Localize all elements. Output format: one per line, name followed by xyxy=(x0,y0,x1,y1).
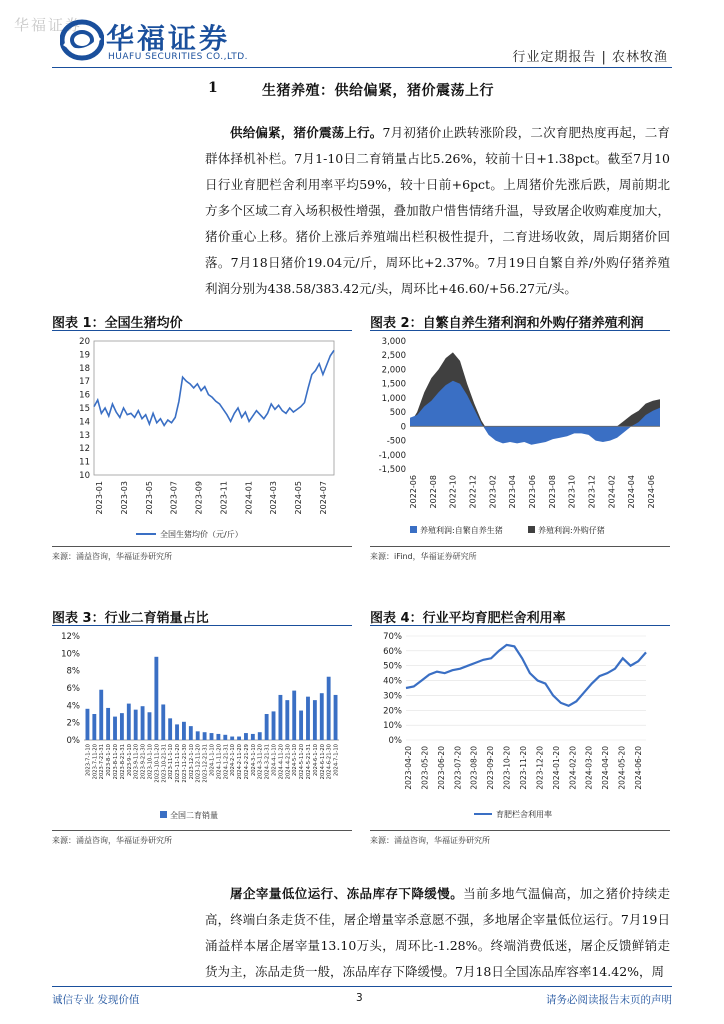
x-tick-label: 2024-04-20 xyxy=(601,746,611,790)
y-tick-label: 13 xyxy=(79,430,90,441)
x-tick-label: 2024-02 xyxy=(607,475,617,509)
y-tick-label: -500 xyxy=(386,436,406,447)
figure-1-source: 来源：涌益咨询，华福证券研究所 xyxy=(52,552,172,561)
figure-4-chart xyxy=(370,629,670,827)
y-tick-label: 4% xyxy=(66,701,80,712)
figure-1-source-rule xyxy=(52,546,352,547)
x-tick-label: 2024-05-20 xyxy=(617,746,627,790)
y-tick-label: 500 xyxy=(389,408,406,419)
series-line-utilization xyxy=(406,645,646,706)
y-tick-label: 50% xyxy=(383,661,402,672)
y-tick-label: 0% xyxy=(66,736,80,746)
bar xyxy=(148,712,152,740)
x-tick-label: 2023-09-20 xyxy=(486,746,496,790)
y-tick-label: -1,500 xyxy=(378,465,406,475)
bar xyxy=(99,690,103,740)
series-area-self-bred xyxy=(410,381,660,445)
bar xyxy=(113,717,117,740)
x-tick-label: 2023-06 xyxy=(528,475,537,509)
bar xyxy=(313,700,317,740)
x-tick-label: 2023-10-21-31 xyxy=(161,744,168,783)
x-tick-label: 2024-3-1-10 xyxy=(250,744,257,777)
x-tick-label: 2024-07 xyxy=(319,481,328,515)
x-tick-label: 2023-04-20 xyxy=(404,746,413,790)
figure-4-source-rule xyxy=(370,830,670,831)
figure-1-rule xyxy=(52,330,352,331)
bar xyxy=(210,733,214,740)
bar xyxy=(223,735,227,740)
x-tick-label: 2023-08 xyxy=(547,475,557,509)
figure-3-source: 来源：涌益咨询，华福证券研究所 xyxy=(52,836,172,845)
x-tick-label: 2023-11-20 xyxy=(519,746,528,790)
figure-1-chart xyxy=(52,334,352,544)
y-tick-label: 17 xyxy=(79,377,90,388)
x-tick-label: 2023-11 xyxy=(219,481,229,515)
y-tick-label: 15 xyxy=(79,404,90,414)
x-tick-label: 2023-10-11-20 xyxy=(154,744,161,783)
y-tick-label: 16 xyxy=(79,390,90,401)
x-tick-label: 2024-6-21-30 xyxy=(326,744,333,780)
bar xyxy=(334,695,338,740)
x-tick-label: 2024-5-21-31 xyxy=(305,744,312,780)
x-tick-label: 2024-04 xyxy=(627,475,637,509)
x-tick-label: 2024-06-20 xyxy=(634,746,643,790)
y-tick-label: 10 xyxy=(79,471,90,481)
x-tick-label: 2024-2-21-29 xyxy=(243,744,250,780)
x-tick-label: 2023-01 xyxy=(95,481,104,515)
paragraph-1 xyxy=(205,120,670,302)
y-tick-label: 20% xyxy=(383,706,402,717)
x-tick-label: 2024-03-20 xyxy=(584,746,594,790)
x-tick-label: 2022-12 xyxy=(468,475,478,509)
x-tick-label: 2023-9-11-20 xyxy=(133,744,140,780)
x-tick-label: 2024-3-11-20 xyxy=(257,744,264,780)
x-tick-label: 2024-2-11-20 xyxy=(237,744,244,780)
legend-label: 养殖利润:外购仔猪 xyxy=(538,526,605,535)
legend-swatch xyxy=(160,811,167,818)
x-tick-label: 2024-5-11-20 xyxy=(299,744,306,780)
y-tick-label: -1,000 xyxy=(378,450,406,461)
x-tick-label: 2023-7-21-31 xyxy=(99,744,106,780)
x-tick-label: 2023-09 xyxy=(194,481,204,515)
x-tick-label: 2024-3-21-31 xyxy=(264,744,271,780)
x-tick-label: 2024-4-21-30 xyxy=(285,744,292,780)
y-tick-label: 3,000 xyxy=(381,337,406,347)
section-number: 1 xyxy=(208,80,218,96)
x-tick-label: 2023-05-20 xyxy=(420,746,430,790)
x-tick-label: 2022-06 xyxy=(409,475,418,509)
watermark: 华福证券 xyxy=(14,16,83,34)
bar xyxy=(272,711,276,740)
bar xyxy=(299,711,303,740)
x-tick-label: 2023-05 xyxy=(144,481,154,515)
x-tick-label: 2023-8-1-10 xyxy=(106,744,113,777)
x-tick-label: 2023-11-1-10 xyxy=(168,744,175,780)
x-tick-label: 2024-02-20 xyxy=(568,746,578,790)
paragraph-2 xyxy=(205,881,670,985)
figure-2-chart xyxy=(370,334,670,544)
y-tick-label: 40% xyxy=(383,676,402,687)
figure-4-rule xyxy=(370,625,670,626)
x-tick-label: 2023-8-11-20 xyxy=(113,744,120,780)
paragraph-2-lead: 屠企宰量低位运行、冻品库存下降缓慢。 xyxy=(230,886,464,901)
figure-2-title: 图表 2：自繁自养生猪利润和外购仔猪养殖利润 xyxy=(370,316,644,331)
y-tick-label: 0 xyxy=(400,422,406,433)
bar xyxy=(141,706,145,740)
bar xyxy=(203,732,207,740)
figure-3-chart xyxy=(52,629,352,827)
bar xyxy=(154,657,158,740)
bar xyxy=(168,718,172,740)
bar xyxy=(278,695,282,740)
x-tick-label: 2023-12-20 xyxy=(535,746,545,790)
section-title: 生猪养殖：供给偏紧，猪价震荡上行 xyxy=(262,83,494,99)
bar xyxy=(265,714,269,740)
legend-swatch xyxy=(410,526,417,533)
x-tick-label: 2023-08-20 xyxy=(469,746,479,790)
bar xyxy=(106,708,110,740)
y-tick-label: 2,000 xyxy=(381,365,406,376)
bar xyxy=(244,733,248,740)
x-tick-label: 2023-12-1-10 xyxy=(188,744,195,780)
bar xyxy=(292,691,296,740)
logo-text-en: HUAFU SECURITIES CO.,LTD. xyxy=(108,52,249,62)
legend-label: 养殖利润:自繁自养生猪 xyxy=(420,526,503,535)
bar xyxy=(182,722,186,740)
x-tick-label: 2024-1-11-20 xyxy=(216,744,223,780)
x-tick-label: 2022-08 xyxy=(428,475,438,509)
x-tick-label: 2023-9-1-10 xyxy=(126,744,133,777)
y-tick-label: 18 xyxy=(79,363,90,374)
footer-disclaimer: 请务必阅读报告末页的声明 xyxy=(546,994,672,1006)
x-tick-label: 2023-12-11-20 xyxy=(195,744,202,783)
bar xyxy=(216,734,220,740)
x-tick-label: 2023-02 xyxy=(488,475,498,509)
y-tick-label: 1,000 xyxy=(381,393,406,404)
bar xyxy=(86,709,90,740)
bar xyxy=(237,737,241,740)
x-tick-label: 2024-01-20 xyxy=(551,746,561,790)
footer-slogan: 诚信专业 发现价值 xyxy=(52,994,140,1006)
bar xyxy=(230,737,234,740)
figure-1-title: 图表 1：全国生猪均价 xyxy=(52,316,183,331)
bar xyxy=(134,710,138,740)
figure-2-rule xyxy=(370,330,670,331)
figure-3-rule xyxy=(52,625,352,626)
legend-label: 全国二育销量 xyxy=(170,811,218,820)
x-tick-label: 2023-06-20 xyxy=(436,746,446,790)
figure-3-title: 图表 3：行业二育销量占比 xyxy=(52,611,209,626)
x-tick-label: 2023-10 xyxy=(567,475,577,509)
x-tick-label: 2024-4-1-10 xyxy=(271,744,278,777)
x-tick-label: 2024-06 xyxy=(647,475,656,509)
y-tick-label: 2% xyxy=(66,718,80,729)
footer-divider xyxy=(52,986,672,987)
x-tick-label: 2023-9-21-30 xyxy=(140,744,147,780)
x-tick-label: 2024-6-1-10 xyxy=(312,744,319,777)
bar xyxy=(189,726,193,740)
paragraph-2-body: 当前多地气温偏高，加之猪价持续走高，终端白条走货不佳，屠企增量宰杀意愿不强，多地屠企宰量低位运行。7月19日涌益样本屠企屠宰量13.10万头，周环比-1.28%。终端消费低迷，屠企反馈鲜销走货为主，冻品走货一般，冻品库存下降缓慢。7月18日全国冻品库容率14.42%，周 xyxy=(205,886,670,979)
figure-3-source-rule xyxy=(52,830,352,831)
x-tick-label: 2023-10-1-10 xyxy=(147,744,154,780)
x-tick-label: 2024-2-1-10 xyxy=(230,744,237,777)
y-tick-label: 8% xyxy=(66,666,80,677)
x-tick-label: 2023-07 xyxy=(169,481,179,515)
x-tick-label: 2022-10 xyxy=(448,475,458,509)
figure-2-source: 来源：iFind，华福证券研究所 xyxy=(370,552,477,561)
page-number: 3 xyxy=(356,992,363,1004)
bar xyxy=(258,732,262,740)
y-tick-label: 20 xyxy=(79,337,90,347)
header-divider xyxy=(52,67,672,68)
y-tick-label: 10% xyxy=(383,721,402,732)
x-tick-label: 2023-03 xyxy=(119,481,129,515)
x-tick-label: 2024-01 xyxy=(244,481,254,515)
x-tick-label: 2023-7-1-10 xyxy=(85,744,92,777)
bar xyxy=(161,704,165,740)
y-tick-label: 0% xyxy=(388,736,402,746)
x-tick-label: 2023-12-21-31 xyxy=(202,744,209,783)
x-tick-label: 2024-7-1-10 xyxy=(333,744,340,777)
x-tick-label: 2024-05 xyxy=(294,481,304,515)
y-tick-label: 14 xyxy=(79,417,90,428)
x-tick-label: 2024-1-1-10 xyxy=(209,744,216,777)
bar xyxy=(120,713,124,740)
x-tick-label: 2023-10-20 xyxy=(502,746,512,790)
bar xyxy=(196,731,200,740)
legend-label: 全国生猪均价（元/斤） xyxy=(160,530,243,539)
paragraph-1-lead: 供给偏紧，猪价震荡上行。 xyxy=(230,125,383,140)
figure-2-source-rule xyxy=(370,546,670,547)
y-tick-label: 2,500 xyxy=(381,351,406,362)
y-tick-label: 19 xyxy=(79,350,90,361)
y-tick-label: 10% xyxy=(61,649,80,660)
y-tick-label: 11 xyxy=(79,457,90,468)
bar xyxy=(285,700,289,740)
y-tick-label: 60% xyxy=(383,646,402,657)
bar xyxy=(320,693,324,740)
legend-swatch xyxy=(528,526,535,533)
bar xyxy=(127,704,131,740)
legend-label: 育肥栏舍利用率 xyxy=(496,810,552,819)
x-tick-label: 2023-07-20 xyxy=(453,746,463,790)
y-tick-label: 12% xyxy=(61,632,80,642)
figure-4-source: 来源：涌益咨询，华福证券研究所 xyxy=(370,836,490,845)
x-tick-label: 2023-8-21-31 xyxy=(119,744,126,780)
x-tick-label: 2024-6-11-20 xyxy=(319,744,326,780)
x-tick-label: 2023-11-11-20 xyxy=(175,744,182,783)
figure-4-title: 图表 4：行业平均育肥栏舍利用率 xyxy=(370,611,566,626)
series-line-price xyxy=(94,350,334,425)
report-type-label: 行业定期报告 | 农林牧渔 xyxy=(512,50,668,65)
x-tick-label: 2023-11-21-30 xyxy=(181,744,188,783)
y-tick-label: 30% xyxy=(383,691,402,702)
y-tick-label: 12 xyxy=(79,444,90,455)
y-tick-label: 1,500 xyxy=(381,379,406,390)
x-tick-label: 2023-12 xyxy=(587,475,597,509)
y-tick-label: 70% xyxy=(383,632,402,642)
bar xyxy=(306,697,310,740)
x-tick-label: 2023-7-11-20 xyxy=(92,744,99,780)
x-tick-label: 2024-5-1-10 xyxy=(292,744,299,777)
x-tick-label: 2023-04 xyxy=(508,475,518,509)
bar xyxy=(175,724,179,740)
bar xyxy=(251,734,255,740)
y-tick-label: 6% xyxy=(66,684,80,694)
paragraph-1-body: 7月初猪价止跌转涨阶段，二次育肥热度再起，二育群体择机补栏。7月1-10日二育销量占比5.26%，较前十日+1.38pct。截至7月10日行业育肥栏舍利用率平均59%，较十日前+6pct。上周猪价先涨后跌，周前期北方多个区域二育入场积极性增强，叠加散户惜售情绪升温，导致屠企收购难度加大，猪价重心上移。猪价上涨后养殖端出栏积极性提升，二育进场收敛，周后期猪价回落。7月18日猪价19.04元/斤，周环比+2.37%。7月19日自繁自养/外购仔猪养殖利润分别为438.58/383.42元/头，周环比+46.60/+56.27元/头。 xyxy=(205,125,670,296)
company-logo-icon xyxy=(60,18,104,62)
x-tick-label: 2024-1-21-31 xyxy=(223,744,230,780)
x-tick-label: 2024-4-11-20 xyxy=(278,744,285,780)
bar xyxy=(327,677,331,740)
bar xyxy=(92,714,96,740)
x-tick-label: 2024-03 xyxy=(269,481,279,515)
logo-text-cn: 华福证券 xyxy=(106,22,231,55)
